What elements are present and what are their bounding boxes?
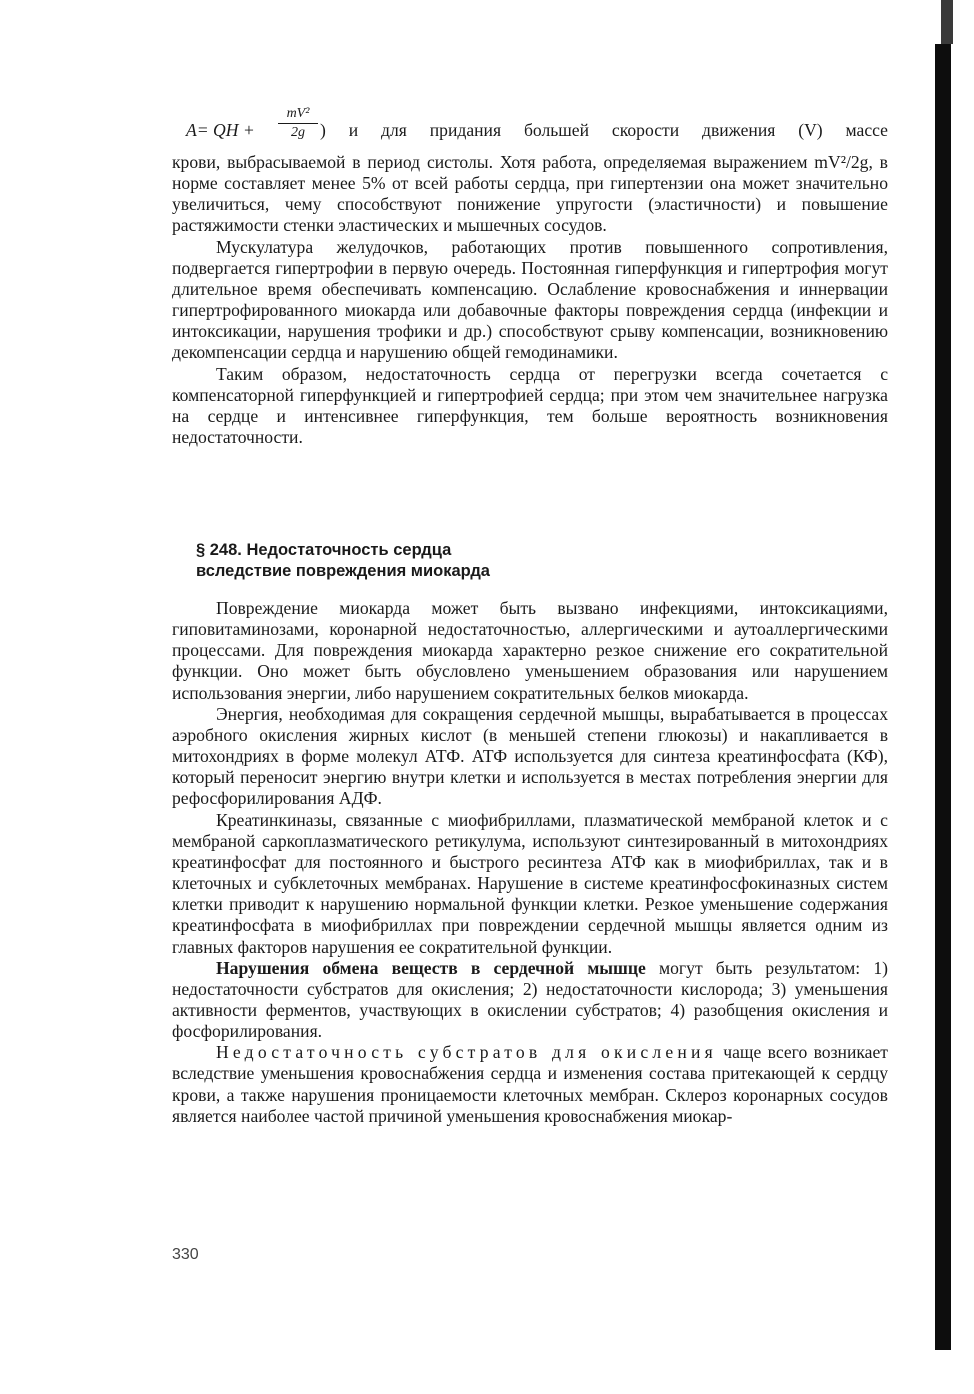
formula-fraction [278, 106, 318, 141]
page-number: 330 [172, 1246, 199, 1263]
paragraph-substrates [172, 1042, 888, 1127]
formula-numerator: mV² [286, 106, 310, 121]
paragraph-creatine-kinases: Креатинкиназы, связанные с миофибриллами, плазматической мембраной клеток и с мембраной саркоплазматического ретикулума, используют синтезированный в митохондриях креатинфосфат для постоянного и быстрого ресинтеза АТФ как в миофибриллах, так и в клеточных и субклеточных мембранах. Нарушение в системе креатинфосфокиназных систем клетки приводит к нарушению нормальной функции клетки. Резкое уменьшение содержания креатинфосфата в миофибриллах при повреждении сердечной мышцы является одним из главных факторов нарушения ее сократительной функции. [172, 809, 888, 957]
section-heading-line-1: § 248. Недостаточность сердца [196, 541, 452, 559]
paragraph-conclusion: Таким образом, недостаточность сердца от перегрузки всегда сочетается с компенсаторной гиперфункцией и гипертрофией сердца; при этом чем значительнее нагрузка на сердце и интенсивнее гиперфункция, тем больше вероятность возникновения недостаточности. [172, 363, 888, 448]
metabolism-text: могут быть результатом: 1) недостаточности субстратов для окисления; 2) недостаточности кислорода; 3) уменьшения активности ферментов, участвующих в окислении субстратов; 4) разобщения окисления и фосфорилирования. [172, 957, 888, 1042]
scan-edge-shadow [935, 44, 951, 1350]
substrates-text: чаще всего возникает вследствие уменьшения кровоснабжения сердца и изменения состава притекающей к сердцу крови, а также нарушения проницаемости клеточных мембран. Склероз коронарных сосудов является наиболее частой причиной уменьшения кровоснабжения миокар- [172, 1042, 888, 1126]
paragraph-metabolism [172, 958, 888, 1043]
formula-line [186, 104, 888, 152]
fraction-bar [278, 123, 318, 124]
paragraph-myocardial-damage: Повреждение миокарда может быть вызвано инфекциями, интоксикациями, гиповитаминозами, коронарной недостаточностью, аллергическими и аутоаллергическими процессами. Для повреждения миокарда характерно резкое снижение его сократительной функции. Оно может быть обусловлено уменьшением образования или нарушением использования энергии, либо нарушением сократительных белков миокарда. [172, 598, 888, 703]
paragraph-continuation: крови, выбрасываемой в период систолы. Хотя работа, определяемая выражением mV²/2g, в норме составляет менее 5% от всей работы сердца, при гипертензии она может значительно увеличиться, чему способствуют понижение упругости (эластичности) и повышение растяжимости стенки эластических и мышечных сосудов. [172, 152, 888, 236]
text-block-top [172, 152, 888, 448]
section-heading-line-2: вследствие повреждения миокарда [196, 562, 490, 580]
scan-edge-shadow-top [941, 0, 953, 44]
text-block-bottom [172, 598, 888, 1127]
paragraph-hypertrophy: Мускулатура желудочков, работающих против повышенного сопротивления, подвергается гипертрофии в первую очередь. Постоянная гиперфункция и гипертрофия могут длительное время обеспечивать компенсацию. Ослабление кровоснабжения и иннервации гипертрофированного миокарда или добавочные факторы повреждения сердца (инфекции и интоксикации, нарушения трофики и др.) способствуют срыву компенсации, возникновению декомпенсации сердца и нарушению общей гемодинамики. [172, 236, 888, 363]
formula-rhs: ) и для придания большей скорости движения (V) массе [320, 120, 888, 140]
metabolism-bold-term: Нарушения обмена веществ в сердечной мышце [216, 957, 646, 978]
section-heading [196, 540, 490, 582]
formula-lhs: A= QH + [186, 120, 255, 140]
paragraph-energy: Энергия, необходимая для сокращения сердечной мышцы, вырабатывается в процессах аэробного окисления жирных кислот (в меньшей степени глюкозы) и накапливается в митохондриях в форме молекул АТФ. АТФ используется для синтеза креатинфосфата (КФ), который переносит энергию внутри клетки и используется в местах потребления энергии для рефосфорилирования АДФ. [172, 703, 888, 809]
substrates-spaced-term: Недостаточность субстратов для окисления [216, 1042, 717, 1063]
formula-denominator: 2g [291, 125, 305, 140]
